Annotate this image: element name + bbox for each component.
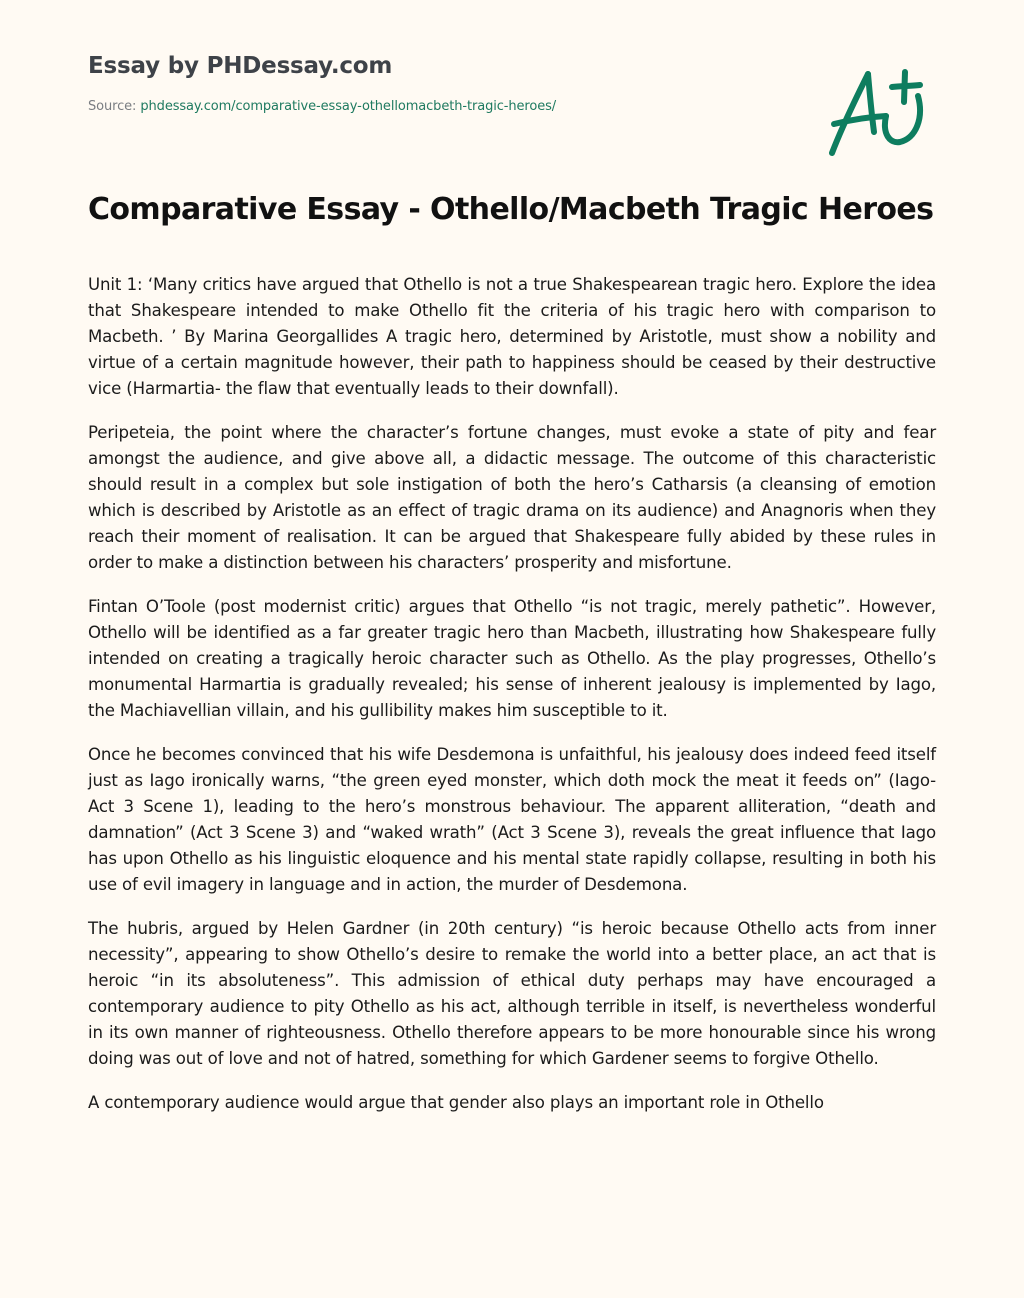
essay-paragraph: Fintan O’Toole (post modernist critic) argues that Othello “is not tragic, merely pathetic”. However, Othello will be identified as a far greater tragic hero than Macbeth, illustrating how Shakespeare fully intended on creating a tragically heroic character such as Othello. As the play progresses, Othello’s monumental Harmartia is gradually revealed; his sense of inherent jealousy is implemented by Iago, the Machiavellian villain, and his gullibility makes him susceptible to it. — [88, 597, 936, 720]
site-title: Essay by PHDessay.com — [88, 53, 393, 79]
source-label: Source: — [88, 99, 141, 114]
page-header — [88, 50, 556, 116]
a-plus-grade-icon — [820, 62, 932, 162]
essay-paragraph: A contemporary audience would argue that gender also plays an important role in Othello — [88, 1093, 824, 1112]
essay-body — [88, 272, 936, 1134]
essay-paragraph: Once he becomes convinced that his wife Desdemona is unfaithful, his jealousy does indeed feed itself just as Iago ironically warns, “the green eyed monster, which doth mock the meat it feeds on” (Iago- Act 3 Scene 1), leading to the hero’s monstrous behaviour. The apparent alliteration, “death and damnation” (Act 3 Scene 3) and “waked wrath” (Act 3 Scene 3), reveals the great influence that Iago has upon Othello as his linguistic eloquence and his mental state rapidly collapse, resulting in both his use of evil imagery in language and in action, the murder of Desdemona. — [88, 745, 936, 894]
essay-paragraph: Peripeteia, the point where the character’s fortune changes, must evoke a state of pity and fear amongst the audience, and give above all, a didactic message. The outcome of this characteristic should result in a complex but sole instigation of both the hero’s Catharsis (a cleansing of emotion which is described by Aristotle as an effect of tragic drama on its audience) and Anagnoris when they reach their moment of realisation. It can be argued that Shakespeare fully abided by these rules in order to make a distinction between his characters’ prosperity and misfortune. — [88, 423, 936, 572]
document-title: Comparative Essay - Othello/Macbeth Tragic Heroes — [88, 192, 934, 227]
essay-paragraph: Unit 1: ‘Many critics have argued that Othello is not a true Shakespearean tragic hero. Explore the idea that Shakespeare intended to make Othello fit the criteria of his tragic hero with comparison to Macbeth. ’ By Marina Georgallides A tragic hero, determined by Aristotle, must show a nobility and virtue of a certain magnitude however, their path to happiness should be ceased by their destructive vice (Harmartia- the flaw that eventually leads to their downfall). — [88, 275, 936, 398]
essay-paragraph: The hubris, argued by Helen Gardner (in 20th century) “is heroic because Othello acts from inner necessity”, appearing to show Othello’s desire to remake the world into a better place, an act that is heroic “in its absoluteness”. This admission of ethical duty perhaps may have encouraged a contemporary audience to pity Othello as his act, although terrible in itself, is nevertheless wonderful in its own manner of righteousness. Othello therefore appears to be more honourable since his wrong doing was out of love and not of hatred, something for which Gardener seems to forgive Othello. — [88, 919, 936, 1068]
source-link[interactable]: phdessay.com/comparative-essay-othellomacbeth-tragic-heroes/ — [140, 99, 557, 114]
source-line — [88, 98, 556, 116]
